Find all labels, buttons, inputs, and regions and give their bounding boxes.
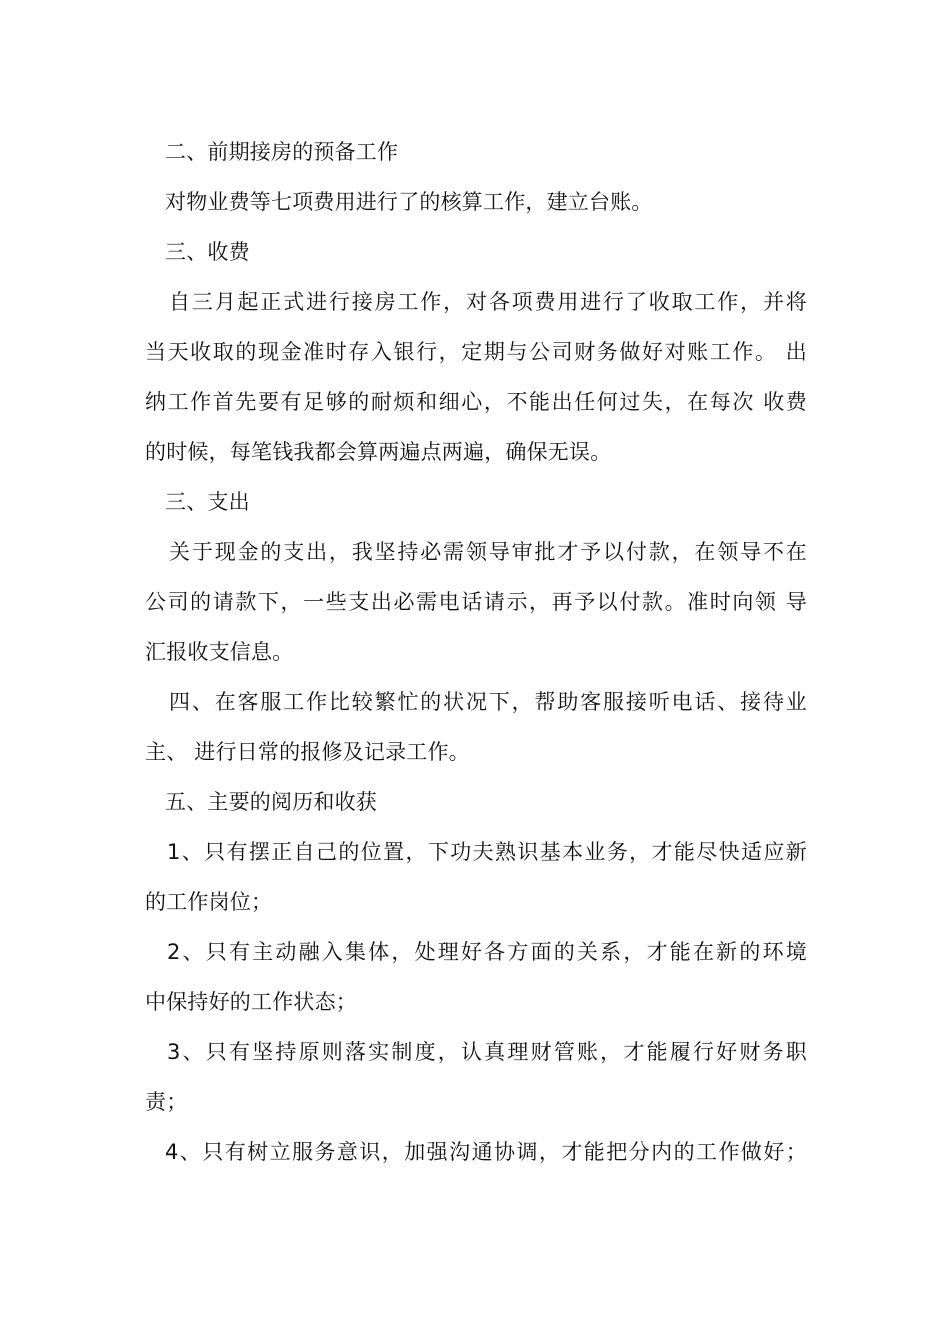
paragraph-line: 的时候，每笔钱我都会算两遍点两遍，确保无误。: [145, 440, 612, 464]
paragraph-line: 公司的请款下，一些支出必需电话请示，再予以付款。准时向领 导: [145, 590, 807, 614]
paragraph-line: 对物业费等七项费用进行了的核算工作，建立台账。: [165, 190, 653, 214]
list-item-continuation: 的工作岗位；: [145, 890, 273, 914]
list-item-continuation: 责；: [145, 1090, 188, 1114]
section-heading-expenditure: 三、支出: [165, 490, 250, 514]
section-heading-fees: 三、收费: [165, 240, 250, 264]
document-body: [145, 127, 807, 1177]
section-heading-experience: 五、主要的阅历和收获: [165, 790, 377, 814]
paragraph-line: 纳工作首先要有足够的耐烦和细心，不能出任何过失，在每次 收费: [145, 390, 807, 414]
paragraph-line: 四、在客服工作比较繁忙的状况下，帮助客服接听电话、接待业: [169, 690, 807, 714]
paragraph-line: 自三月起正式进行接房工作，对各项费用进行了收取工作，并将: [169, 290, 807, 314]
list-item-continuation: 中保持好的工作状态；: [145, 990, 357, 1014]
list-item: 2、只有主动融入集体，处理好各方面的关系，才能在新的环境: [167, 940, 807, 964]
paragraph-line: 当天收取的现金准时存入银行，定期与公司财务做好对账工作。 出: [145, 340, 807, 364]
section-heading-preparation: 二、前期接房的预备工作: [165, 140, 399, 164]
list-item: 1、只有摆正自己的位置，下功夫熟识基本业务，才能尽快适应新: [167, 840, 807, 864]
paragraph-line: 关于现金的支出，我坚持必需领导审批才予以付款，在领导不在: [169, 540, 807, 564]
paragraph-line: 汇报收支信息。: [145, 640, 294, 664]
list-item: 3、只有坚持原则落实制度，认真理财管账，才能履行好财务职: [167, 1040, 807, 1064]
list-item: 4、只有树立服务意识，加强沟通协调，才能把分内的工作做好；: [165, 1140, 807, 1164]
paragraph-line: 主、 进行日常的报修及记录工作。: [145, 740, 470, 764]
